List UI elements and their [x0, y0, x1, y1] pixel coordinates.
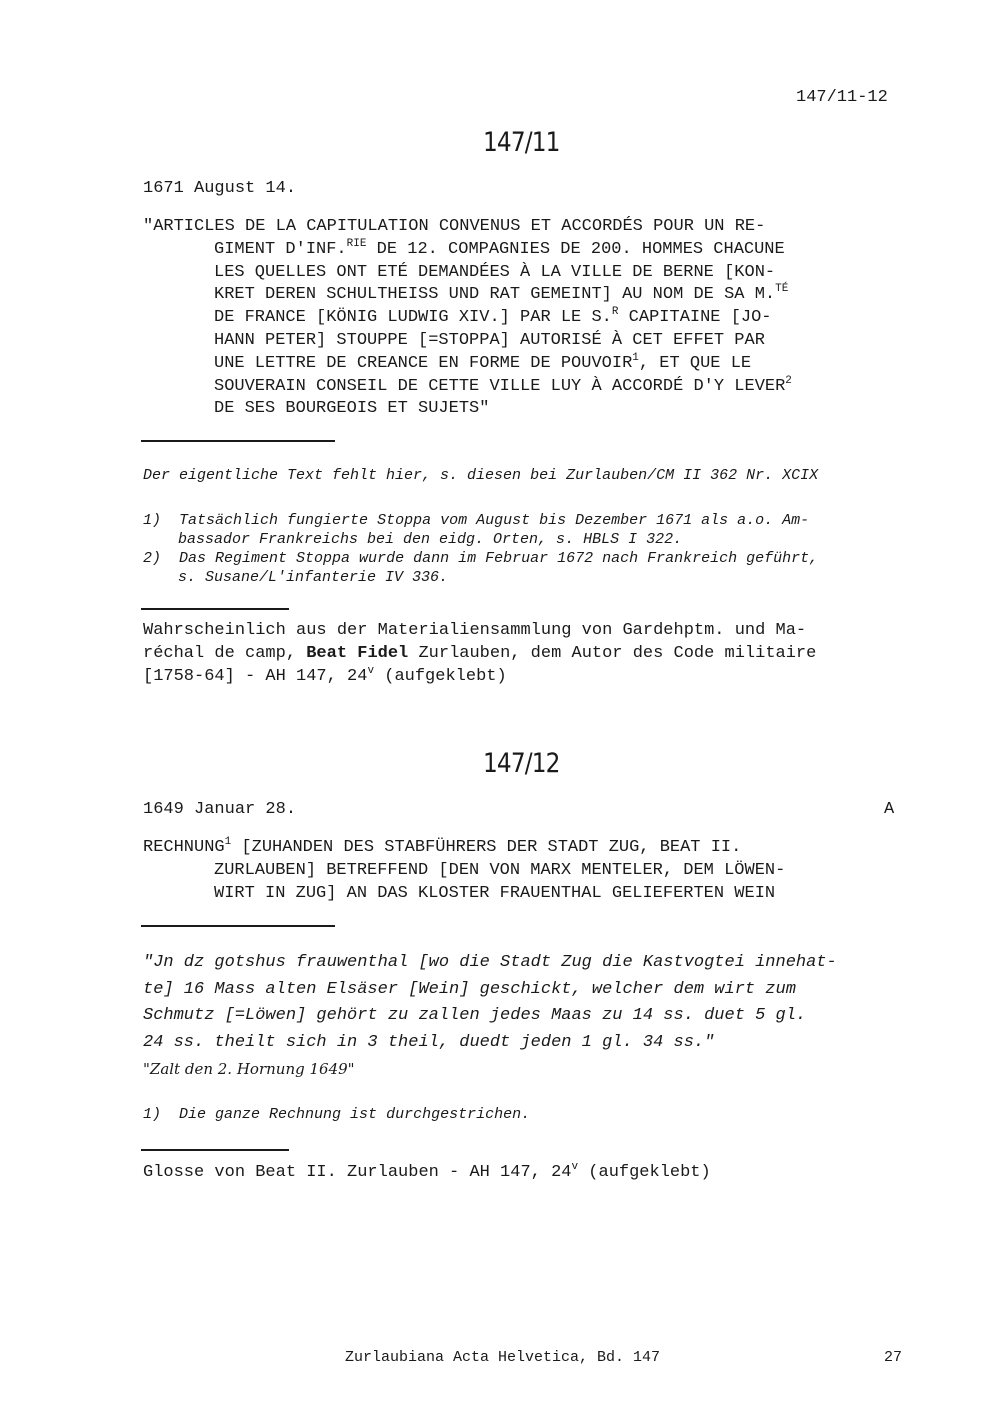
editorial-note: Der eigentliche Text fehlt hier, s. diesen bei Zurlauben/CM II 362 Nr. XCIX	[143, 467, 819, 484]
quote-line: 24 ss. theilt sich in 3 theil, duedt jeden 1 gl. 34 ss."	[143, 1032, 715, 1052]
source-line: réchal de camp, Beat Fidel Zurlauben, dem Autor des Code militaire	[143, 644, 817, 663]
footnote-line: 1) Tatsächlich fungierte Stoppa vom August bis Dezember 1671 als a.o. Am-	[143, 512, 810, 529]
source-line: [1758-64] - AH 147, 24$^v$ (aufgeklebt)	[143, 665, 507, 686]
document-title	[143, 837, 785, 905]
footnote-mark: 1)	[143, 512, 162, 529]
source-note: Glosse von Beat II. Zurlauben - AH 147, 24$^v$ (aufgeklebt)	[143, 1161, 711, 1182]
document-title	[143, 216, 792, 421]
footnotes	[143, 511, 818, 587]
source-line: Wahrscheinlich aus der Materialiensammlung von Gardehptm. und Ma-	[143, 621, 807, 640]
title-line: DE FRANCE [KÖNIG LUDWIG XIV.] PAR LE S.$^R$ CAPITAINE [JO-	[214, 306, 772, 328]
title-line: SOUVERAIN CONSEIL DE CETTE VILLE LUY À ACCORDÉ D'Y LEVER$^2$	[214, 374, 792, 396]
author-name: Beat Fidel	[306, 644, 409, 663]
document-number: 147/11	[483, 127, 560, 158]
document-date: 1671 August 14.	[143, 179, 297, 198]
quote-line: te] 16 Mass alten Elsäser [Wein] geschickt, welcher dem wirt zum	[143, 979, 796, 999]
footer-series: Zurlaubiana Acta Helvetica, Bd. 147	[345, 1349, 661, 1366]
quote-text	[143, 950, 837, 1056]
source-note	[143, 619, 816, 688]
title-line: LES QUELLES ONT ETÉ DEMANDÉES À LA VILLE DE BERNE [KON-	[214, 262, 776, 282]
title-line: KRET DEREN SCHULTHEISS UND RAT GEMEINT] AU NOM DE SA M.$^{TÉ}$	[214, 283, 789, 305]
title-line: HANN PETER] STOUPPE [=STOPPA] AUTORISÉ À CET EFFET PAR	[214, 330, 765, 350]
quote-line: Schmutz [=Löwen] gehört zu zallen jedes Maas zu 14 ss. duet 5 gl.	[143, 1006, 807, 1025]
footnote-line: 2) Das Regiment Stoppa wurde dann im Februar 1672 nach Frankreich geführt,	[143, 550, 819, 567]
divider	[141, 440, 335, 442]
footnote-line: bassador Frankreichs bei den eidg. Orten, s. HBLS I 322.	[178, 531, 683, 548]
handwritten-note: "Zalt den 2. Hornung 1649"	[143, 1060, 355, 1078]
footnote-mark: 2)	[143, 550, 162, 567]
divider	[141, 1149, 289, 1151]
page-number: 27	[884, 1349, 903, 1366]
title-line: "ARTICLES DE LA CAPITULATION CONVENUS ET ACCORDÉS POUR UN RE-	[143, 217, 766, 236]
title-line: GIMENT D'INF.$^{RIE}$ DE 12. COMPAGNIES DE 200. HOMMES CHACUNE	[214, 237, 785, 259]
divider	[141, 925, 335, 927]
title-line: ZURLAUBEN] BETREFFEND [DEN VON MARX MENTELER, DEM LÖWEN-	[214, 860, 786, 880]
document-number: 147/12	[483, 748, 560, 779]
title-line: WIRT IN ZUG] AN DAS KLOSTER FRAUENTHAL GELIEFERTEN WEIN	[214, 883, 776, 903]
footnote: 1) Die ganze Rechnung ist durchgestrichen.	[143, 1106, 531, 1123]
title-line: UNE LETTRE DE CREANCE EN FORME DE POUVOIR$^1$, ET QUE LE	[214, 351, 752, 373]
document-letter: A	[884, 800, 895, 819]
footnote-line: s. Susane/L'infanterie IV 336.	[178, 569, 449, 586]
page-reference: 147/11-12	[796, 88, 888, 107]
title-line: RECHNUNG$^1$ [ZUHANDEN DES STABFÜHRERS DER STADT ZUG, BEAT II.	[143, 836, 742, 857]
document-date: 1649 Januar 28.	[143, 800, 297, 819]
quote-line: "Jn dz gotshus frauwenthal [wo die Stadt Zug die Kastvogtei innehat-	[143, 953, 837, 972]
divider	[141, 608, 289, 610]
title-line: DE SES BOURGEOIS ET SUJETS"	[214, 399, 490, 419]
